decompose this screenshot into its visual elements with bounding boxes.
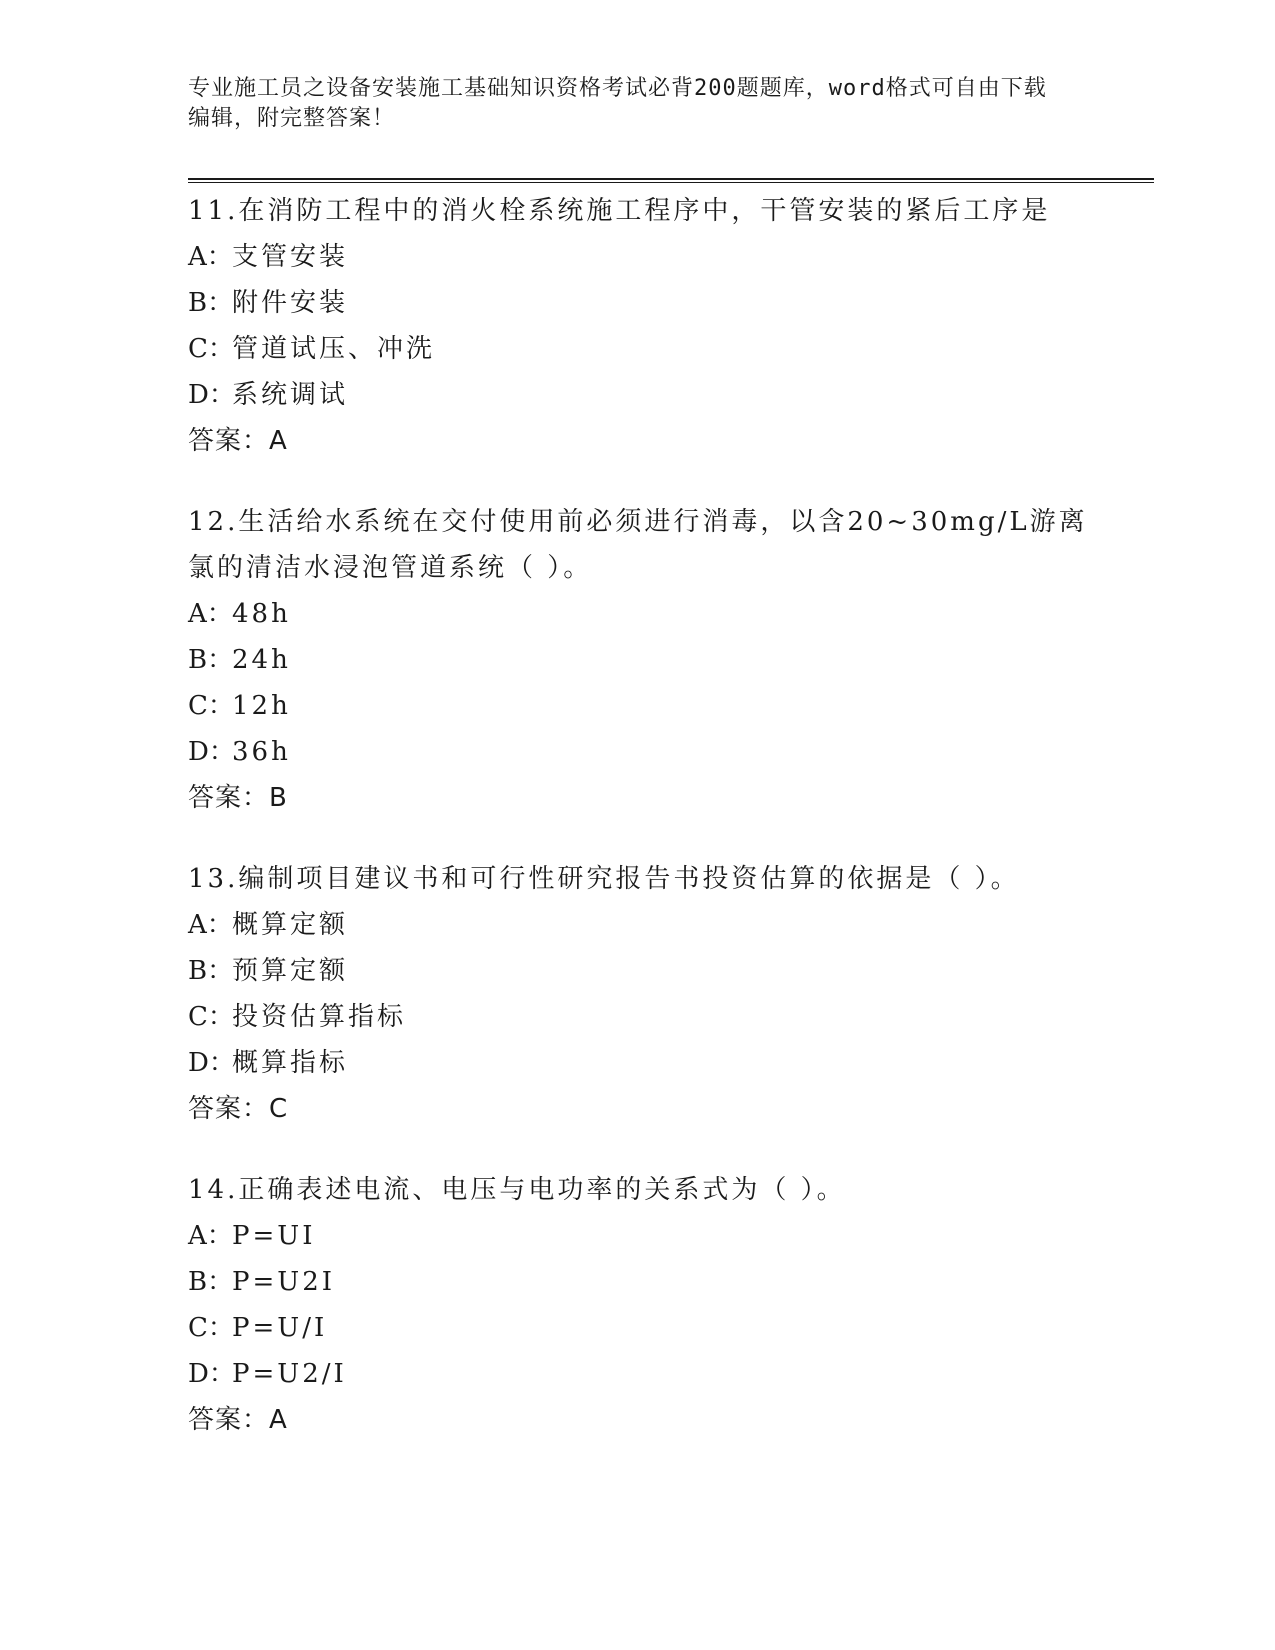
option-text: 12h [232,691,291,721]
answer-line: 答案：C [188,1094,289,1124]
option-text: 管道试压、冲洗 [232,334,436,364]
option-a [188,591,1088,637]
option-key: D： [188,1359,235,1389]
option-c [188,683,1088,729]
option-key: C： [188,334,234,364]
option-text: 附件安装 [232,288,349,318]
question-item [188,856,1088,1132]
option-a [188,902,1088,948]
option-text: 系统调试 [232,380,349,410]
option-b [188,637,1088,683]
option-b [188,948,1088,994]
option-key: D： [188,380,235,410]
option-a [188,1213,1088,1259]
question-stem: 13.编制项目建议书和可行性研究报告书投资估算的依据是（ ）。 [188,864,1020,894]
option-key: B： [188,645,234,675]
option-key: C： [188,1002,234,1032]
document-header: 专业施工员之设备安装施工基础知识资格考试必背200题题库，word格式可自由下载编辑，附完整答案！ [188,76,1047,131]
option-key: C： [188,691,234,721]
option-d [188,1351,1088,1397]
option-c [188,326,1088,372]
option-key: A： [188,599,233,629]
answer-line: 答案：A [188,1405,288,1435]
question-list [188,188,1088,1478]
option-text: 预算定额 [232,956,349,986]
question-stem: 14.正确表述电流、电压与电功率的关系式为（ ）。 [188,1175,846,1205]
option-a [188,234,1088,280]
option-text: 48h [232,599,291,629]
option-text: 支管安装 [232,242,349,272]
option-text: 36h [232,737,291,767]
option-text: P=U2I [232,1267,336,1297]
option-key: A： [188,910,233,940]
option-key: B： [188,956,234,986]
option-c [188,994,1088,1040]
option-b [188,280,1088,326]
option-b [188,1259,1088,1305]
option-key: A： [188,242,233,272]
option-c [188,1305,1088,1351]
option-key: C： [188,1313,234,1343]
question-item [188,188,1088,464]
option-text: P=U/I [232,1313,328,1343]
option-text: 24h [232,645,291,675]
option-key: B： [188,288,234,318]
question-item [188,499,1088,821]
header-divider [188,178,1154,183]
option-text: 投资估算指标 [232,1002,407,1032]
option-text: P=U2/I [232,1359,347,1389]
option-key: B： [188,1267,234,1297]
option-d [188,372,1088,418]
option-d [188,1040,1088,1086]
option-text: 概算指标 [232,1048,349,1078]
option-key: D： [188,737,235,767]
option-key: D： [188,1048,235,1078]
question-stem: 12.生活给水系统在交付使用前必须进行消毒，以含20~30mg/L游离氯的清洁水浸泡管道系统（ ）。 [188,507,1088,583]
option-d [188,729,1088,775]
question-stem: 11.在消防工程中的消火栓系统施工程序中，干管安装的紧后工序是 [188,196,1051,226]
option-text: 概算定额 [232,910,349,940]
option-text: P=UI [232,1221,316,1251]
option-key: A： [188,1221,233,1251]
answer-line: 答案：A [188,426,288,456]
question-item [188,1167,1088,1443]
answer-line: 答案：B [188,783,288,813]
